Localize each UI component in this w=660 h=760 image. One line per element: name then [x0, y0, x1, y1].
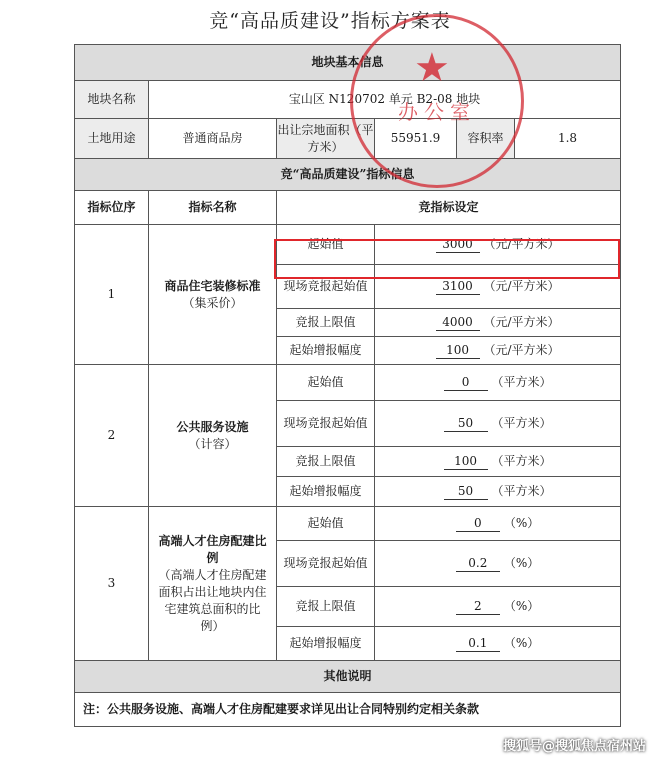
highlight-box — [274, 239, 620, 279]
group-1-row-3-value-cell — [375, 309, 621, 337]
group-3-row-1-value-cell — [375, 507, 621, 541]
indicator-form-table — [74, 44, 621, 727]
group-2-row-2-label: 现场竞报起始值 — [277, 401, 375, 447]
group-2-row-4-value-cell — [375, 477, 621, 507]
group-1-row-1-value: 3000 — [436, 237, 480, 253]
group-3-row-3-unit: （%） — [503, 599, 540, 613]
group-2-row-4-label: 起始增报幅度 — [277, 477, 375, 507]
group-2-row-1-value: 0 — [444, 375, 488, 391]
seal-text: 办公室 — [398, 100, 476, 124]
group-3-row-1-value: 0 — [456, 516, 500, 532]
group-3-row-4-value: 0.1 — [456, 636, 500, 652]
land-use-value: 普通商品房 — [149, 119, 277, 159]
indicator-section-title: 竞“高品质建设”指标信息 — [75, 159, 621, 191]
basic-info-section-title: 地块基本信息 — [75, 45, 621, 81]
group-3-name-sub: （高端人才住房配建面积占出让地块内住宅建筑总面积的比例） — [158, 567, 267, 633]
group-2-row-3-value-cell — [375, 447, 621, 477]
group-1-row-2-value: 3100 — [436, 279, 480, 295]
far-value: 1.8 — [515, 119, 621, 159]
group-2-row-2-value: 50 — [444, 416, 488, 432]
page-title: 竞“高品质建设”指标方案表 — [209, 10, 451, 32]
group-1-row-4-value-cell — [375, 337, 621, 365]
group-1-row-2-unit: （元/平方米） — [483, 279, 560, 293]
group-1-row-3-value: 4000 — [436, 315, 480, 331]
group-3-row-2-label: 现场竞报起始值 — [277, 541, 375, 587]
group-3-row-4-unit: （%） — [503, 636, 540, 650]
group-1-name — [149, 225, 277, 365]
group-1-order: 1 — [75, 225, 149, 365]
group-2-row-4-unit: （平方米） — [491, 484, 552, 498]
group-2-row-3-unit: （平方米） — [491, 454, 552, 468]
parcel-name-label: 地块名称 — [75, 81, 149, 119]
group-3-row-2-value: 0.2 — [456, 556, 500, 572]
group-1-row-3-label: 竞报上限值 — [277, 309, 375, 337]
other-note: 注：公共服务设施、高端人才住房配建要求详见出让合同特别约定相关条款 — [75, 693, 621, 727]
group-1-name-sub: （集采价） — [182, 295, 243, 310]
group-3-row-3-value: 2 — [456, 599, 500, 615]
other-section-title: 其他说明 — [75, 661, 621, 693]
group-3-row-4-label: 起始增报幅度 — [277, 627, 375, 661]
group-2-row-2-unit: （平方米） — [491, 416, 552, 430]
group-2-row-3-label: 竞报上限值 — [277, 447, 375, 477]
group-2-order: 2 — [75, 365, 149, 507]
group-1-row-4-value: 100 — [436, 343, 480, 359]
group-1-row-1-unit: （元/平方米） — [483, 237, 560, 251]
seal-star-icon: ★ — [414, 45, 450, 91]
group-3-row-1-unit: （%） — [503, 516, 540, 530]
group-1-name-text: 商品住宅装修标准 — [164, 278, 261, 293]
land-use-label: 土地用途 — [75, 119, 149, 159]
group-2-name-text: 公共服务设施 — [176, 419, 249, 434]
group-3-name-text: 高端人才住房配建比例 — [158, 533, 267, 565]
group-1-row-3-unit: （元/平方米） — [483, 315, 560, 329]
group-3-row-4-value-cell — [375, 627, 621, 661]
group-2-name — [149, 365, 277, 507]
group-2-row-2-value-cell — [375, 401, 621, 447]
group-1-row-1-label: 起始值 — [277, 225, 375, 265]
group-2-row-4-value: 50 — [444, 484, 488, 500]
group-2-row-1-label: 起始值 — [277, 365, 375, 401]
group-2-row-1-unit: （平方米） — [491, 375, 552, 389]
far-label: 容积率 — [457, 119, 515, 159]
group-3-name — [149, 507, 277, 661]
col-order-header: 指标位序 — [75, 191, 149, 225]
group-3-row-3-label: 竞报上限值 — [277, 587, 375, 627]
group-1-row-4-label: 起始增报幅度 — [277, 337, 375, 365]
watermark: 搜狐号@搜狐焦点宿州站 — [502, 739, 646, 754]
group-2-row-1-value-cell — [375, 365, 621, 401]
land-area-value: 55951.9 — [375, 119, 457, 159]
land-area-label: 出让宗地面积（平方米） — [277, 119, 375, 159]
col-setting-header: 竞指标设定 — [277, 191, 621, 225]
group-3-row-2-value-cell — [375, 541, 621, 587]
group-1-row-2-label: 现场竞报起始值 — [277, 265, 375, 309]
group-3-row-1-label: 起始值 — [277, 507, 375, 541]
group-3-row-2-unit: （%） — [503, 556, 540, 570]
parcel-name-value: 宝山区 N120702 单元 B2-08 地块 — [149, 81, 621, 119]
group-3-row-3-value-cell — [375, 587, 621, 627]
group-1-row-4-unit: （元/平方米） — [483, 343, 560, 357]
group-2-name-sub: （计容） — [188, 436, 237, 451]
group-2-row-3-value: 100 — [444, 454, 488, 470]
group-3-order: 3 — [75, 507, 149, 661]
col-name-header: 指标名称 — [149, 191, 277, 225]
